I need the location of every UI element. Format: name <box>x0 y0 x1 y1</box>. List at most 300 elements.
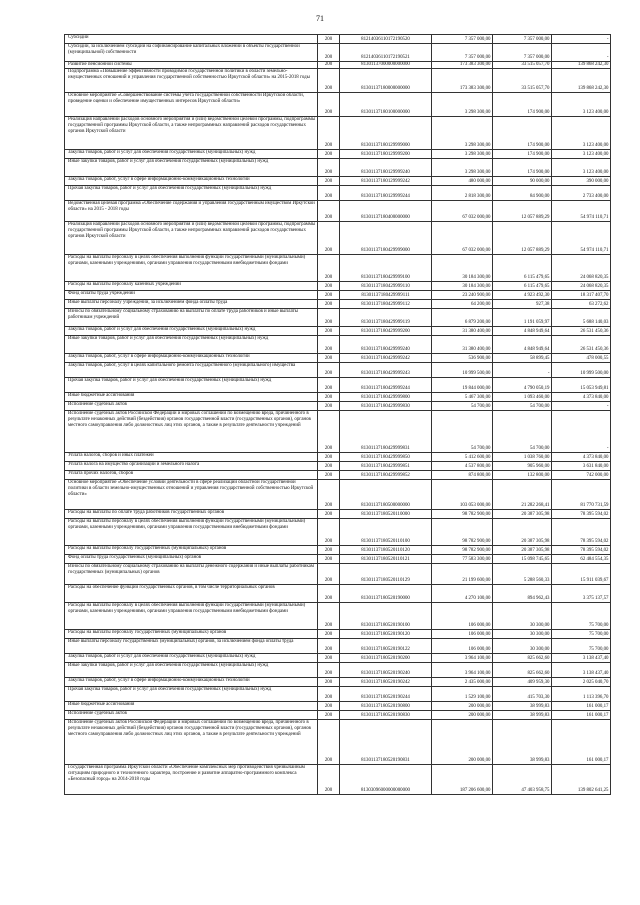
table-row <box>65 663 611 678</box>
row-name: Подпрограмма «Повышение эффективности проводимой государственной политики в области земельно-имущественных отношений и управления государственной собственностью Иркутской области» на 2015-2018 годы <box>65 69 318 93</box>
row-approved: 173 383 300,00 <box>432 62 493 69</box>
row-code: 200 <box>318 564 340 585</box>
row-unexecuted: 15 911 039,67 <box>552 564 611 585</box>
table-row <box>65 411 611 453</box>
row-unexecuted: - <box>552 35 611 44</box>
table-row <box>65 336 611 354</box>
row-executed: 12 057 889,29 <box>493 201 552 222</box>
row-executed: 30 300,00 <box>493 630 552 639</box>
row-kbk: 81301137180520190200 <box>340 654 432 663</box>
row-approved: 3 298 300,00 <box>432 93 493 117</box>
table-row <box>65 150 611 159</box>
row-approved: 4 537 800,00 <box>432 462 493 471</box>
row-unexecuted: 75 700,00 <box>552 603 611 630</box>
row-executed: 1 191 059,97 <box>493 309 552 327</box>
row-name: Фонд оплаты труда государственных (муниципальных) органов <box>65 555 318 564</box>
row-kbk: 81301137180429999100 <box>340 255 432 282</box>
row-kbk: 81301137180129999242 <box>340 177 432 186</box>
row-executed: 20 387 305,98 <box>493 519 552 546</box>
row-executed: 30 300,00 <box>493 639 552 654</box>
row-code: 200 <box>318 201 340 222</box>
table-row <box>65 177 611 186</box>
table-row <box>65 564 611 585</box>
row-executed: 4 848 949,64 <box>493 327 552 336</box>
table-row <box>65 702 611 711</box>
table-row <box>65 546 611 555</box>
row-unexecuted: 10 999 500,00 <box>552 363 611 378</box>
row-code: 200 <box>318 720 340 765</box>
row-executed: 825 662,60 <box>493 654 552 663</box>
row-code: 200 <box>318 222 340 255</box>
table-row <box>65 510 611 519</box>
row-name: Иные выплаты персоналу учреждений, за исключением фонда оплаты труда <box>65 300 318 309</box>
row-name: Закупка товаров, работ и услуг для обеспечения государственных (муниципальных) нужд <box>65 654 318 663</box>
row-name: Исполнение судебных актов Российской Федерации и мировых соглашений по возмещению вреда, причиненного в результате незаконных действий (бездействия) органов государственной власти (государственных органов), органов местного самоуправления либо должностных лиц этих органов, а также в результате деятельности учреждений <box>65 411 318 453</box>
row-code: 200 <box>318 35 340 44</box>
row-code: 200 <box>318 93 340 117</box>
row-kbk: 81301137180400000000 <box>340 201 432 222</box>
row-name: Прочая закупка товаров, работ и услуг для обеспечения государственных (муниципальных) нужд <box>65 186 318 201</box>
row-code: 200 <box>318 555 340 564</box>
row-unexecuted: 3 123 400,00 <box>552 117 611 150</box>
row-unexecuted: 3 123 400,00 <box>552 93 611 117</box>
row-code: 200 <box>318 117 340 150</box>
row-code: 200 <box>318 44 340 62</box>
row-executed: 38 999,83 <box>493 720 552 765</box>
row-executed: 84 900,00 <box>493 186 552 201</box>
row-approved: 54 700,00 <box>432 402 493 411</box>
row-kbk: 81301137180429999240 <box>340 336 432 354</box>
row-kbk: 81301137180129999000 <box>340 117 432 150</box>
row-kbk: 81301137180520190120 <box>340 630 432 639</box>
row-code: 200 <box>318 546 340 555</box>
row-name: Исполнение судебных актов <box>65 711 318 720</box>
row-executed: 1 093 460,00 <box>493 393 552 402</box>
table-row <box>65 255 611 282</box>
row-kbk: 81301137180520190831 <box>340 720 432 765</box>
row-unexecuted: 63 272,62 <box>552 300 611 309</box>
row-kbk: 81301137180520190000 <box>340 585 432 603</box>
row-unexecuted: 139 868 242,30 <box>552 69 611 93</box>
table-row <box>65 354 611 363</box>
row-unexecuted: 81 770 731,59 <box>552 480 611 510</box>
row-approved: 98 782 900,00 <box>432 546 493 555</box>
row-executed: 4 848 949,64 <box>493 336 552 354</box>
row-approved: 200 000,00 <box>432 720 493 765</box>
row-executed: 894 962,43 <box>493 585 552 603</box>
row-executed: 6 115 479,65 <box>493 282 552 291</box>
row-name: Расходы на выплаты персоналу в целях обеспечения выполнения функций государственными (муниципальными) органами, казенными учреждениями, органами управления государственными внебюджетными фондами <box>65 255 318 282</box>
row-approved: 30 184 300,00 <box>432 255 493 282</box>
row-code: 200 <box>318 678 340 687</box>
row-approved: 10 999 500,00 <box>432 363 493 378</box>
row-executed: 5 288 560,33 <box>493 564 552 585</box>
row-kbk: 81301137180520190240 <box>340 663 432 678</box>
row-code: 200 <box>318 630 340 639</box>
row-executed: 47 403 958,75 <box>493 765 552 795</box>
row-code: 200 <box>318 69 340 93</box>
row-kbk: 81301137180129999244 <box>340 186 432 201</box>
row-approved: 187 206 600,00 <box>432 765 493 795</box>
row-executed: 58 899,45 <box>493 354 552 363</box>
row-approved: 67 032 000,00 <box>432 222 493 255</box>
row-unexecuted: 161 000,17 <box>552 711 611 720</box>
row-code: 200 <box>318 354 340 363</box>
row-kbk: 81301137180100000000 <box>340 93 432 117</box>
table-row <box>65 555 611 564</box>
row-code: 200 <box>318 711 340 720</box>
row-unexecuted: 390 000,00 <box>552 177 611 186</box>
row-unexecuted: 4 373 840,00 <box>552 393 611 402</box>
row-unexecuted: 139 868 242,30 <box>552 62 611 69</box>
table-row <box>65 159 611 177</box>
row-executed: 174 900,00 <box>493 159 552 177</box>
table-row <box>65 309 611 327</box>
row-unexecuted: 3 138 437,40 <box>552 663 611 678</box>
table-row <box>65 327 611 336</box>
row-name: Иные закупки товаров, работ и услуг для обеспечения государственных (муниципальных) нужд <box>65 336 318 354</box>
row-kbk: 81301137180429999852 <box>340 471 432 480</box>
table-row <box>65 630 611 639</box>
row-unexecuted: - <box>552 411 611 453</box>
row-code: 200 <box>318 510 340 519</box>
row-unexecuted: 161 000,17 <box>552 702 611 711</box>
row-kbk: 81301137180429999831 <box>340 411 432 453</box>
table-row <box>65 678 611 687</box>
table-row <box>65 639 611 654</box>
row-code: 200 <box>318 336 340 354</box>
row-executed: 4 923 492,30 <box>493 291 552 300</box>
row-executed: 1 038 760,00 <box>493 453 552 462</box>
row-name: Закупка товаров, работ, услуг в сфере информационно-коммуникационных технологий <box>65 354 318 363</box>
row-code: 200 <box>318 663 340 678</box>
row-unexecuted: 75 700,00 <box>552 630 611 639</box>
row-approved: 77 583 300,00 <box>432 555 493 564</box>
row-executed: 20 387 305,98 <box>493 546 552 555</box>
row-code: 200 <box>318 177 340 186</box>
row-name: Иные выплаты персоналу государственных (муниципальных) органов, за исключением фонда оплаты труда <box>65 639 318 654</box>
row-name: Расходы на выплаты персоналу государственных (муниципальных) органов <box>65 630 318 639</box>
budget-execution-table <box>64 34 611 795</box>
row-approved: 3 298 300,00 <box>432 117 493 150</box>
row-code: 200 <box>318 282 340 291</box>
row-approved: 31 380 400,00 <box>432 327 493 336</box>
row-unexecuted: - <box>552 44 611 62</box>
row-name: Исполнение судебных актов <box>65 402 318 411</box>
row-approved: 106 000,00 <box>432 603 493 630</box>
row-executed: 174 900,00 <box>493 117 552 150</box>
row-code: 200 <box>318 363 340 378</box>
row-unexecuted: 478 000,55 <box>552 354 611 363</box>
row-kbk: 81301137180429999112 <box>340 300 432 309</box>
row-kbk: 81301137180429999244 <box>340 378 432 393</box>
row-name: Взносы по обязательному социальному страхованию на выплаты по оплате труда работников и иные выплаты работникам учреждений <box>65 309 318 327</box>
table-row <box>65 687 611 702</box>
row-approved: 2 818 300,00 <box>432 186 493 201</box>
row-approved: 874 800,00 <box>432 471 493 480</box>
row-kbk: 81301137180520110000 <box>340 510 432 519</box>
row-approved: 2 435 000,00 <box>432 678 493 687</box>
row-approved: 31 380 400,00 <box>432 336 493 354</box>
row-approved: 1 529 100,00 <box>432 687 493 702</box>
row-kbk: 81301137180520190830 <box>340 711 432 720</box>
row-executed: 409 959,30 <box>493 678 552 687</box>
row-executed: 825 662,60 <box>493 663 552 678</box>
row-code: 200 <box>318 639 340 654</box>
row-approved: 536 900,00 <box>432 354 493 363</box>
row-kbk: 81301137180429999200 <box>340 327 432 336</box>
row-kbk: 81301137000000000000 <box>340 62 432 69</box>
row-code: 200 <box>318 702 340 711</box>
row-kbk: 81301137180520190100 <box>340 603 432 630</box>
row-name: Исполнение судебных актов Российской Федерации и мировых соглашений по возмещению вреда, причиненного в результате незаконных действий (бездействия) органов государственной власти (государственных органов), органов местного самоуправления либо должностных лиц этих органов, а также в результате деятельности учреждений <box>65 720 318 765</box>
row-executed: 21 282 268,41 <box>493 480 552 510</box>
row-code: 200 <box>318 519 340 546</box>
row-unexecuted: 3 631 840,00 <box>552 462 611 471</box>
table-row <box>65 186 611 201</box>
row-executed: 7 357 000,00 <box>493 35 552 44</box>
row-name: Реализация направлений расходов основного мероприятия и (или) ведомственной целевой программы, подпрограммы государственной программы Иркутской области, а также непрограммных направлений расходов государственных органов Иркутской области <box>65 222 318 255</box>
row-executed: 7 357 000,00 <box>493 44 552 62</box>
row-executed: 38 999,83 <box>493 702 552 711</box>
row-name: Основное мероприятие «Совершенствование системы учета государственной собственности Иркутской области, проведение оценки и обеспечение имущественных интересов Иркутской области» <box>65 93 318 117</box>
row-unexecuted: - <box>552 402 611 411</box>
row-code: 200 <box>318 309 340 327</box>
row-kbk: 81301137180129999240 <box>340 159 432 177</box>
row-kbk: 81301137180429999110 <box>340 282 432 291</box>
row-name: Закупка товаров, работ, услуг в сфере информационно-коммуникационных технологий <box>65 177 318 186</box>
row-unexecuted: 78 395 594,02 <box>552 519 611 546</box>
row-name: Основное мероприятие «Обеспечение условий деятельности в сфере реализации областной государственной политики в области земельно-имущественных отношений и управления государственной собственностью Иркутской области» <box>65 480 318 510</box>
table-row <box>65 44 611 62</box>
row-name: Фонд оплаты труда учреждений <box>65 291 318 300</box>
row-executed: - <box>493 363 552 378</box>
row-kbk: 81301137180429999851 <box>340 462 432 471</box>
table-row <box>65 201 611 222</box>
row-code: 200 <box>318 150 340 159</box>
row-unexecuted: 3 138 437,40 <box>552 654 611 663</box>
row-name: Иные закупки товаров, работ и услуг для обеспечения государственных (муниципальных) нужд <box>65 663 318 678</box>
row-approved: 6 879 200,00 <box>432 309 493 327</box>
row-approved: 3 298 300,00 <box>432 159 493 177</box>
row-executed: 30 300,00 <box>493 603 552 630</box>
row-kbk: 81301137180429999000 <box>340 222 432 255</box>
table-row <box>65 402 611 411</box>
row-code: 200 <box>318 453 340 462</box>
row-kbk: 81301137180520190242 <box>340 678 432 687</box>
row-name: Уплата налогов, сборов и иных платежей <box>65 453 318 462</box>
table-row <box>65 480 611 510</box>
table-row <box>65 720 611 765</box>
row-name: Закупка товаров, работ и услуг для обеспечения государственных (муниципальных) нужд <box>65 150 318 159</box>
row-unexecuted: 2 025 040,70 <box>552 678 611 687</box>
table-row <box>65 765 611 795</box>
row-unexecuted: 26 531 450,36 <box>552 327 611 336</box>
row-approved: 98 782 900,00 <box>432 510 493 519</box>
row-unexecuted: 2 733 400,00 <box>552 186 611 201</box>
row-executed: 6 115 479,65 <box>493 255 552 282</box>
row-name: Субсидии <box>65 35 318 44</box>
row-unexecuted: 75 700,00 <box>552 639 611 654</box>
row-unexecuted: 54 974 110,71 <box>552 201 611 222</box>
row-code: 200 <box>318 255 340 282</box>
row-code: 200 <box>318 471 340 480</box>
row-name: Субсидии, за исключением субсидий на софинансирование капитальных вложений в объекты государственной (муниципальной) собственности <box>65 44 318 62</box>
table-row <box>65 35 611 44</box>
row-kbk: 81301137180429999111 <box>340 291 432 300</box>
row-executed: 54 700,00 <box>493 402 552 411</box>
row-code: 200 <box>318 186 340 201</box>
row-unexecuted: 3 123 400,00 <box>552 159 611 177</box>
row-executed: 4 790 050,19 <box>493 378 552 393</box>
table-row <box>65 711 611 720</box>
row-approved: 200 000,00 <box>432 711 493 720</box>
row-name: Взносы по обязательному социальному страхованию на выплаты денежного содержания и иные выплаты работникам государственных (муниципальных) органов <box>65 564 318 585</box>
row-unexecuted: 78 395 594,02 <box>552 510 611 519</box>
row-kbk: 81214036110172190520 <box>340 35 432 44</box>
row-code: 200 <box>318 378 340 393</box>
table-row <box>65 519 611 546</box>
row-approved: 173 383 300,00 <box>432 69 493 93</box>
table-row <box>65 603 611 630</box>
row-approved: 54 700,00 <box>432 411 493 453</box>
table-row <box>65 93 611 117</box>
table-row <box>65 282 611 291</box>
row-code: 200 <box>318 402 340 411</box>
row-code: 200 <box>318 393 340 402</box>
row-kbk: 81303096000000000000 <box>340 765 432 795</box>
row-unexecuted: 4 373 840,00 <box>552 453 611 462</box>
table-row <box>65 300 611 309</box>
row-code: 200 <box>318 480 340 510</box>
row-name: Закупка товаров, работ, услуг в целях капитального ремонта государственного (муниципального) имущества <box>65 363 318 378</box>
row-executed: 174 900,00 <box>493 150 552 159</box>
row-executed: 927,38 <box>493 300 552 309</box>
table-row <box>65 654 611 663</box>
table-row <box>65 462 611 471</box>
table-row <box>65 453 611 462</box>
row-kbk: 81301137180429999119 <box>340 309 432 327</box>
row-approved: 106 000,00 <box>432 639 493 654</box>
row-kbk: 81301137180520190122 <box>340 639 432 654</box>
row-executed: 33 515 057,70 <box>493 69 552 93</box>
table-row <box>65 393 611 402</box>
row-kbk: 81214036110172190521 <box>340 44 432 62</box>
table-row <box>65 69 611 93</box>
row-code: 200 <box>318 687 340 702</box>
row-executed: 15 098 745,65 <box>493 555 552 564</box>
row-name: Закупка товаров, работ, услуг в сфере информационно-коммуникационных технологий <box>65 678 318 687</box>
row-name: Прочая закупка товаров, работ и услуг для обеспечения государственных (муниципальных) нужд <box>65 378 318 393</box>
row-executed: 415 703,30 <box>493 687 552 702</box>
row-code: 200 <box>318 411 340 453</box>
row-name: Расходы на выплаты по оплате труда работников государственных органов <box>65 510 318 519</box>
row-approved: 200 000,00 <box>432 702 493 711</box>
row-name: Расходы на выплаты персоналу в целях обеспечения выполнения функций государственными (муниципальными) органами, казенными учреждениями, органами управления государственными внебюджетными фондами <box>65 603 318 630</box>
table-row <box>65 117 611 150</box>
row-name: Иные бюджетные ассигнования <box>65 393 318 402</box>
row-approved: 23 240 900,00 <box>432 291 493 300</box>
table-row <box>65 222 611 255</box>
row-unexecuted: 15 053 949,81 <box>552 378 611 393</box>
row-unexecuted: 1 113 396,70 <box>552 687 611 702</box>
row-kbk: 81301137180429999242 <box>340 354 432 363</box>
table-row <box>65 291 611 300</box>
row-executed: 20 387 305,98 <box>493 510 552 519</box>
row-kbk: 81301137180520110100 <box>340 519 432 546</box>
row-name: Закупка товаров, работ и услуг для обеспечения государственных (муниципальных) нужд <box>65 327 318 336</box>
row-approved: 103 053 000,00 <box>432 480 493 510</box>
row-code: 200 <box>318 654 340 663</box>
row-executed: 54 700,00 <box>493 411 552 453</box>
table-row <box>65 378 611 393</box>
row-executed: 132 800,00 <box>493 471 552 480</box>
row-kbk: 81301137180520110129 <box>340 564 432 585</box>
row-approved: 4 270 100,00 <box>432 585 493 603</box>
row-name: Прочая закупка товаров, работ и услуг для обеспечения государственных (муниципальных) нужд <box>65 687 318 702</box>
row-approved: 106 000,00 <box>432 630 493 639</box>
row-unexecuted: 62 484 554,35 <box>552 555 611 564</box>
row-unexecuted: 18 317 407,70 <box>552 291 611 300</box>
row-unexecuted: 24 068 820,35 <box>552 255 611 282</box>
row-executed: 12 057 889,29 <box>493 222 552 255</box>
row-unexecuted: 161 000,17 <box>552 720 611 765</box>
row-unexecuted: 24 068 820,35 <box>552 282 611 291</box>
row-approved: 21 199 600,00 <box>432 564 493 585</box>
budget-table-body <box>65 35 611 795</box>
row-name: Расходы на выплаты персоналу государственных (муниципальных) органов <box>65 546 318 555</box>
row-unexecuted: 54 974 110,71 <box>552 222 611 255</box>
table-row <box>65 62 611 69</box>
row-unexecuted: 139 802 641,25 <box>552 765 611 795</box>
row-kbk: 81301137180000000000 <box>340 69 432 93</box>
row-unexecuted: 742 000,00 <box>552 471 611 480</box>
row-approved: 480 000,00 <box>432 177 493 186</box>
row-code: 200 <box>318 291 340 300</box>
row-unexecuted: 78 395 594,02 <box>552 546 611 555</box>
row-kbk: 81301137180520110120 <box>340 546 432 555</box>
row-executed: 905 960,00 <box>493 462 552 471</box>
row-kbk: 81301137180129999200 <box>340 150 432 159</box>
row-kbk: 81301137180429999243 <box>340 363 432 378</box>
row-name: Расходы на выплаты персоналу казенных учреждений <box>65 282 318 291</box>
row-executed: 174 900,00 <box>493 93 552 117</box>
row-kbk: 81301137180520190244 <box>340 687 432 702</box>
row-code: 200 <box>318 585 340 603</box>
row-name: Расходы на выплаты персоналу в целях обеспечения выполнения функций государственными (муниципальными) органами, казенными учреждениями, органами управления государственными внебюджетными фондами <box>65 519 318 546</box>
row-approved: 5 412 600,00 <box>432 453 493 462</box>
row-name: Иные бюджетные ассигнования <box>65 702 318 711</box>
row-code: 200 <box>318 603 340 630</box>
row-executed: 38 999,83 <box>493 711 552 720</box>
row-code: 200 <box>318 765 340 795</box>
row-approved: 19 844 000,00 <box>432 378 493 393</box>
row-executed: 33 515 057,70 <box>493 62 552 69</box>
row-executed: 90 000,00 <box>493 177 552 186</box>
row-name: Иные закупки товаров, работ и услуг для обеспечения государственных (муниципальных) нужд <box>65 159 318 177</box>
row-approved: 30 184 300,00 <box>432 282 493 291</box>
row-name: Расходы на обеспечение функций государственных органов, в том числе территориальных органов <box>65 585 318 603</box>
row-name: Уплата налога на имущество организаций и земельного налога <box>65 462 318 471</box>
row-name: Уплата прочих налогов, сборов <box>65 471 318 480</box>
row-kbk: 81301137180429999800 <box>340 393 432 402</box>
row-kbk: 81301137180429999850 <box>340 453 432 462</box>
row-code: 200 <box>318 300 340 309</box>
table-row <box>65 363 611 378</box>
row-approved: 98 782 900,00 <box>432 519 493 546</box>
row-kbk: 81301137180520110121 <box>340 555 432 564</box>
row-unexecuted: 3 123 400,00 <box>552 150 611 159</box>
